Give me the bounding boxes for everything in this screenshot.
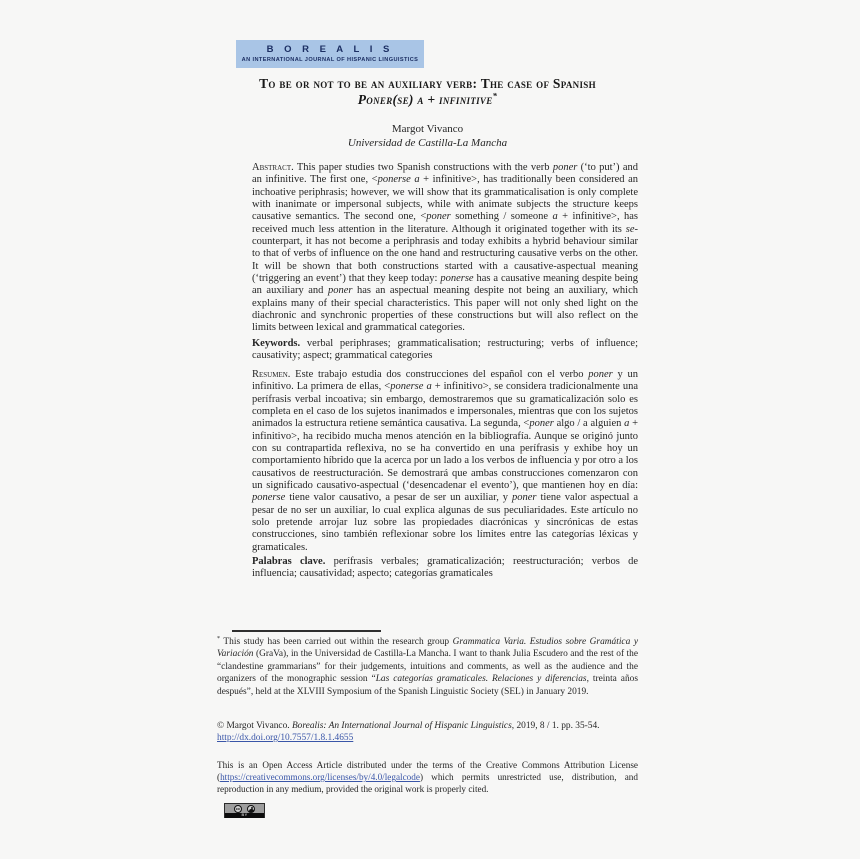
journal-logo-subtitle: AN INTERNATIONAL JOURNAL OF HISPANIC LINGUISTICS <box>241 57 419 63</box>
text-segment: (GraVa), in the Universidad de Castilla-La Mancha. I want to thank Julia Escudero and the rest of the “clandestine grammarians” for their judgements, intuitions and comments, as well as the audience and the organizers of the monographic session “ <box>217 649 638 685</box>
text-segment: has a causative meaning despite being an auxiliary and <box>252 273 638 297</box>
author-affiliation: Universidad de Castilla-La Mancha <box>347 136 508 149</box>
text-segment: Borealis: An International Journal of Hispanic Linguistics <box>291 721 512 731</box>
text-segment: Las categorías gramaticales. Relaciones y diferencias <box>375 674 587 685</box>
copyright-line <box>217 720 638 744</box>
journal-logo <box>236 40 424 68</box>
text-segment: * <box>217 635 221 642</box>
text-segment: verbal periphrases; grammaticalisation; restructuring; verbs of influence; causativity; aspect; grammatical categories <box>252 338 638 362</box>
text-segment: Abstract. <box>252 162 294 173</box>
person-icon <box>247 805 255 813</box>
text-segment: ponerse <box>440 273 474 285</box>
cc-badge-icons <box>225 804 264 813</box>
article-title-line1: To be or not to be an auxiliary verb: The case of Spanish <box>259 76 596 91</box>
text-segment: Resumen. <box>252 369 291 380</box>
text-segment: poner <box>529 418 554 430</box>
cc-by-license-badge[interactable] <box>224 803 265 818</box>
text-segment: + infinitivo>, ha recibido mucha menos atención en la bibliografía. Aunque se originó junto con su contrapartida reflexiva, no se ha convertido en una perífrasis y exhibe hoy un comportamiento híbrido que la acerca por un lado a los verbos de influencia y por otro a los causativos de reestructuración. Se demostrará que ambas construcciones comenzaron con un significado causativo-aspectual (‘desencadenar el evento’), que mantienen hoy en día: <box>252 418 638 492</box>
text-segment: (‘to put’) and an infinitive. The first one, < <box>252 162 638 186</box>
author-name: Margot Vivanco <box>391 123 464 135</box>
text-segment: , 2019, 8 / 1. pp. 35-54. <box>511 721 600 731</box>
text-segment: + infinitivo>, se considera tradicionalmente una perífrasis verbal incoativa; sin embargo, demostraremos que su gramaticalización solo es completa en el caso de los sujetos inanimados e impersonales, mientras que con los sujetos animados la estructura retiene semántica causativa. La segunda, < <box>252 381 638 430</box>
text-segment: perífrasis verbales; gramaticalización; reestructuración; verbos de influencia; causatividad; aspecto; categorías gramaticales <box>252 556 638 580</box>
article-title-line2 <box>217 92 638 108</box>
text-segment: + infinitive>, has received much less attention in the literature. Although it originated together with its <box>252 211 639 235</box>
creativecommons-license-link[interactable]: https://creativecommons.org/licenses/by/4.0/legalcode <box>220 772 420 783</box>
footnote-separator-rule <box>232 630 381 632</box>
abstract-paragraph <box>252 162 638 335</box>
text-segment: , treinta años después”, held at the XLVIII Symposium of the Spanish Linguistic Society (SEL) in January 2019. <box>217 674 638 697</box>
doi-link[interactable]: http://dx.doi.org/10.7557/1.8.1.4655 <box>217 733 354 744</box>
text-segment: poner <box>588 369 613 380</box>
text-segment: a <box>552 211 558 223</box>
text-segment: poner <box>552 162 578 173</box>
text-segment: This is an Open Access Article distributed under the terms of the Creative Commons Attribution License ( <box>217 760 638 783</box>
article-title <box>217 76 638 108</box>
text-segment: + infinitive>, has traditionally been considered an inchoative periphrasis; however, we will show that its grammaticalisation is only complete with inanimate or impersonal subjects, while with animate subjects the structure keeps causative semantics. The second one, < <box>252 174 638 223</box>
journal-logo-title: B O R E A L I S <box>266 44 394 55</box>
text-segment: poner <box>511 492 537 504</box>
text-segment: * <box>492 90 498 101</box>
text-segment: This study has been carried out within the research group <box>220 637 453 647</box>
text-segment: Poner(se) a + infinitive <box>357 92 493 107</box>
text-segment: poner <box>327 285 353 297</box>
text-segment: ponerse <box>252 492 286 504</box>
text-segment: This paper studies two Spanish constructions with the verb <box>293 162 553 173</box>
text-segment: Palabras clave. <box>252 556 326 567</box>
text-segment: -counterpart, it has not become a periphrasis and today exhibits a hybrid behaviour similar to that of verbs of influence on the one hand and restructuring causative verbs on the other. It will be shown that both constructions started with a causative-aspectual meaning (‘triggering an event’) that they keep today: <box>252 223 638 285</box>
text-segment: Grammatica Varia. Estudios sobre Gramática y Variación <box>217 637 638 660</box>
cc-badge-by-label: BY <box>225 813 264 818</box>
text-segment: algo / a alguien <box>553 418 625 430</box>
text-segment: something / someone <box>450 211 553 223</box>
text-segment: tiene valor causativo, a pesar de ser un auxiliar, y <box>285 492 512 504</box>
text-segment: poner <box>426 211 451 223</box>
text-segment: ponerse a <box>377 174 420 186</box>
text-segment: ) which permits unrestricted use, distribution, and reproduction in any medium, provided the original work is properly cited. <box>217 772 638 795</box>
resumen-paragraph <box>252 369 638 554</box>
text-segment: has an aspectual meaning despite not being an auxiliary, which explains many of their special characteristics. This paper will not only shed light on the diachronic and synchronic properties of these constructions but will also reflect on the limits between lexical and grammatical categories. <box>252 285 639 334</box>
text-segment: ponerse a <box>390 381 432 393</box>
palabras-clave-paragraph <box>252 556 638 581</box>
text-segment: Este trabajo estudia dos construcciones del español con el verbo <box>290 369 589 380</box>
copyright-text <box>217 721 600 731</box>
open-access-statement <box>217 759 638 796</box>
text-segment: tiene valor aspectual a pesar de no ser un auxiliar, lo cual explica algunas de sus peculiaridades. Este artículo no solo pretende arrojar luz sobre las propiedades diacrónicas y sincrónicas de estas construcciones, sino también reflexionar sobre los límites entre las categorías léxicas y gramaticales. <box>252 492 638 553</box>
author-block <box>217 123 638 150</box>
text-segment: se <box>625 223 635 235</box>
text-segment: © Margot Vivanco. <box>217 721 292 731</box>
footnote-text <box>217 636 638 698</box>
text-segment: y un infinitivo. La primera de ellas, < <box>252 369 639 393</box>
text-segment: Keywords. <box>252 338 301 349</box>
text-segment: a <box>624 418 630 430</box>
cc-icon: cc <box>235 805 241 811</box>
keywords-paragraph <box>252 338 638 363</box>
